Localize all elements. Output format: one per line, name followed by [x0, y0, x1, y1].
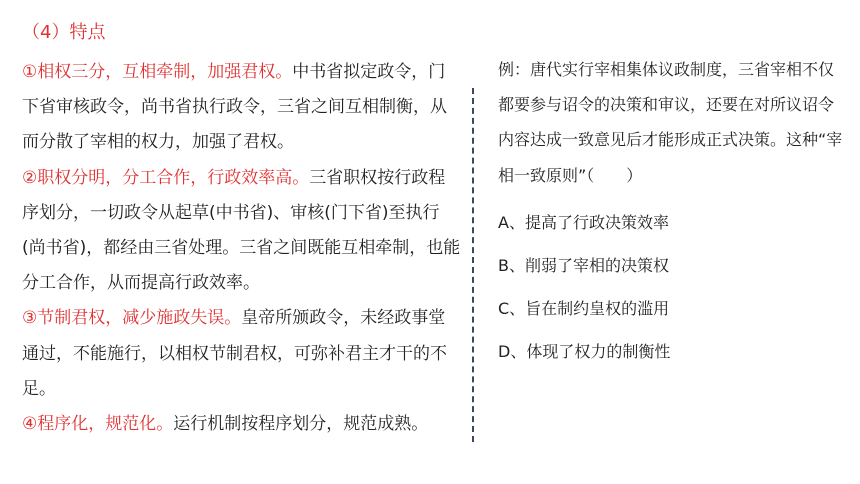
answer-options — [498, 201, 848, 373]
feature-2-text: 三省职权按行政程序划分，一切政令从起草(中书省)、审核(门下省)至执行(尚书省)，都经由三省处理。三省之间既能互相牵制，也能分工合作，从而提高行政效率。 — [22, 167, 461, 294]
option-c[interactable]: C、旨在制约皇权的滥用 — [498, 298, 670, 318]
feature-1-text: 中书省拟定政令，门下省审核政令，尚书省执行政令，三省之间互相制衡，从而分散了宰相的权力，加强了君权。 — [22, 62, 447, 153]
feature-3-title: ③节制君权，减少施政失误。 — [22, 308, 242, 329]
feature-paragraph-2 — [22, 161, 462, 302]
feature-1-title: ①相权三分，互相牵制，加强君权。 — [22, 62, 293, 82]
feature-2-title: ②职权分明，分工合作，行政效率高。 — [22, 167, 310, 188]
feature-paragraph-1 — [22, 55, 462, 161]
option-d[interactable]: D、体现了权力的制衡性 — [498, 341, 671, 361]
question-column — [498, 52, 848, 373]
features-column — [22, 55, 462, 442]
feature-3-text: 皇帝所颁政令，未经政事堂通过，不能施行，以相权节制君权，可弥补君主才干的不足。 — [22, 308, 447, 399]
feature-paragraph-3 — [22, 301, 462, 407]
feature-4-text: 运行机制按程序划分，规范成熟。 — [173, 414, 429, 435]
section-heading: （4）特点 — [22, 22, 106, 43]
option-b[interactable]: B、削弱了宰相的决策权 — [498, 255, 669, 275]
option-a[interactable]: A、提高了行政决策效率 — [498, 212, 669, 232]
dashed-divider — [472, 88, 474, 442]
feature-paragraph-4 — [22, 407, 462, 442]
feature-4-title: ④程序化，规范化。 — [22, 414, 174, 435]
question-stem: 例：唐代实行宰相集体议政制度，三省宰相不仅都要参与诏令的决策和审议，还要在对所议诏令内容达成一致意见后才能形成正式决策。这种“宰相一致原则”（ ） — [498, 60, 843, 185]
